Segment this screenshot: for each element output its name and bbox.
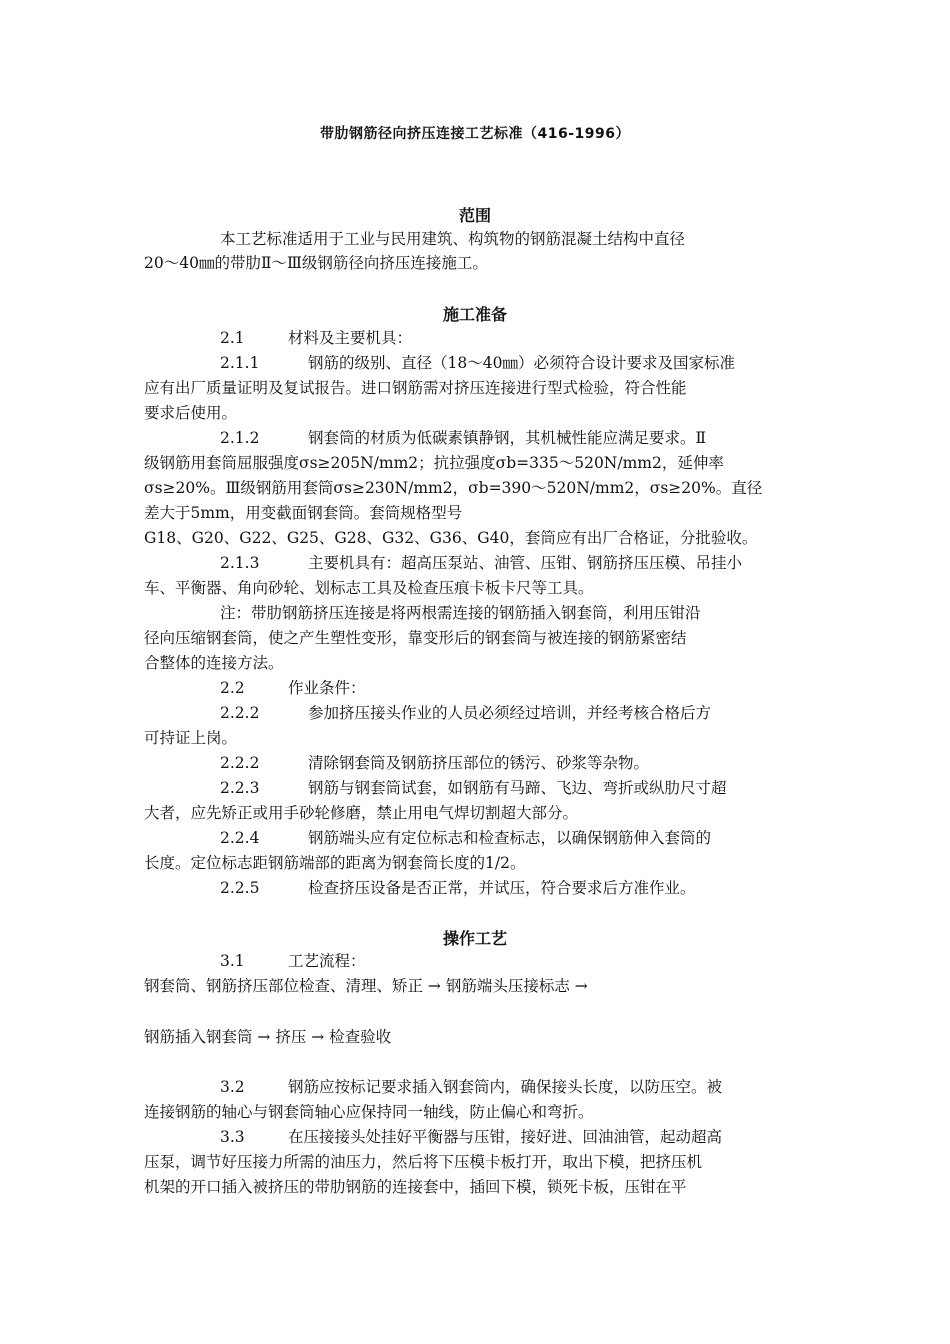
clause-2-2-5	[220, 878, 890, 898]
clause-number: 2.2.3	[220, 779, 260, 797]
clause-2-1-2	[220, 428, 890, 448]
paragraph-line: 径向压缩钢套筒，使之产生塑性变形，靠变形后的钢套筒与被连接的钢筋紧密结	[144, 629, 687, 647]
clause-number: 2.2.5	[220, 879, 260, 897]
clause-3-1	[220, 951, 890, 971]
paragraph-line: 长度。定位标志距钢筋端部的距离为钢套筒长度的1/2。	[144, 854, 526, 872]
clause-number: 2.1.3	[220, 554, 260, 572]
paragraph-line: 压泵，调节好压接力所需的油压力，然后将下压模卡板打开，取出下模，把挤压机	[144, 1153, 703, 1171]
process-flow-line-2: 钢筋插入钢套筒 → 挤压 → 检查验收	[144, 1028, 392, 1046]
paragraph-line: 连接钢筋的轴心与钢套筒轴心应保持同一轴线，防止偏心和弯折。	[144, 1103, 594, 1121]
clause-number: 3.1	[220, 952, 245, 970]
clause-3-3	[220, 1127, 890, 1147]
paragraph-line: 大者，应先矫正或用手砂轮修磨，禁止用电气焊切割超大部分。	[144, 804, 579, 822]
clause-text: 检查挤压设备是否正常，并试压，符合要求后方准作业。	[308, 879, 696, 897]
clause-text: 清除钢套筒及钢筋挤压部位的锈污、砂浆等杂物。	[308, 754, 650, 772]
document-title: 带肋钢筋径向挤压连接工艺标准（416-1996）	[320, 126, 630, 142]
paragraph-line: 差大于5mm，用变截面钢套筒。套筒规格型号	[144, 504, 463, 522]
clause-number: 2.2	[220, 679, 245, 697]
section-heading-operation: 操作工艺	[442, 929, 507, 948]
clause-number: 2.2.2	[220, 754, 260, 772]
clause-2-1-3	[220, 553, 890, 573]
process-flow-line-1: 钢套筒、钢筋挤压部位检查、清理、矫正 → 钢筋端头压接标志 →	[144, 977, 588, 995]
paragraph-line: 级钢筋用套筒屈服强度σs≥205N/mm2；抗拉强度σb=335～520N/mm2，延伸率	[144, 454, 724, 472]
clause-text: 主要机具有：超高压泵站、油管、压钳、钢筋挤压压模、吊挂小	[308, 554, 743, 572]
section-heading-scope: 范围	[458, 206, 491, 225]
clause-text: 工艺流程：	[288, 952, 366, 970]
clause-text: 钢套筒的材质为低碳素镇静钢，其机械性能应满足要求。Ⅱ	[308, 429, 707, 447]
note-line: 注：带肋钢筋挤压连接是将两根需连接的钢筋插入钢套筒，利用压钳沿	[220, 604, 701, 622]
clause-text: 钢筋应按标记要求插入钢套筒内，确保接头长度，以防压空。被	[288, 1078, 723, 1096]
clause-2-2-2	[220, 703, 890, 723]
clause-2-2	[220, 678, 890, 698]
section-heading-preparation: 施工准备	[442, 305, 507, 324]
clause-number: 3.2	[220, 1078, 245, 1096]
clause-number: 2.1.1	[220, 354, 260, 372]
clause-number: 2.1.2	[220, 429, 260, 447]
paragraph-line: 应有出厂质量证明及复试报告。进口钢筋需对挤压连接进行型式检验，符合性能	[144, 379, 687, 397]
paragraph-line: σs≥20%。Ⅲ级钢筋用套筒σs≥230N/mm2，σb=390～520N/mm2，σs≥20%。直径	[144, 479, 763, 497]
paragraph-line: 20～40㎜的带肋Ⅱ～Ⅲ级钢筋径向挤压连接施工。	[144, 254, 488, 272]
clause-text: 材料及主要机具：	[288, 329, 413, 347]
paragraph-line: 要求后使用。	[144, 404, 238, 422]
clause-2-2-3	[220, 778, 890, 798]
clause-2-2-4	[220, 828, 890, 848]
clause-2-1-1	[220, 353, 890, 373]
clause-number: 2.2.4	[220, 829, 260, 847]
paragraph-line: 机架的开口插入被挤压的带肋钢筋的连接套中，插回下模，锁死卡板，压钳在平	[144, 1178, 687, 1196]
clause-number: 2.2.2	[220, 704, 260, 722]
paragraph-line: 合整体的连接方法。	[144, 654, 284, 672]
clause-number: 2.1	[220, 329, 245, 347]
clause-3-2	[220, 1077, 890, 1097]
clause-text: 钢筋的级别、直径（18～40㎜）必须符合设计要求及国家标准	[308, 354, 735, 372]
clause-number: 3.3	[220, 1128, 245, 1146]
clause-2-1	[220, 328, 890, 348]
paragraph-line: 可持证上岗。	[144, 729, 238, 747]
clause-text: 钢筋端头应有定位标志和检查标志，以确保钢筋伸入套筒的	[308, 829, 712, 847]
clause-text: 钢筋与钢套筒试套，如钢筋有马蹄、飞边、弯折或纵肋尺寸超	[308, 779, 727, 797]
paragraph-line: G18、G20、G22、G25、G28、G32、G36、G40，套筒应有出厂合格证，分批验收。	[144, 529, 758, 547]
paragraph-line: 车、平衡器、角向砂轮、划标志工具及检查压痕卡板卡尺等工具。	[144, 579, 594, 597]
clause-text: 在压接接头处挂好平衡器与压钳，接好进、回油油管，起动超高	[288, 1128, 723, 1146]
clause-text: 作业条件：	[288, 679, 366, 697]
clause-text: 参加挤压接头作业的人员必须经过培训，并经考核合格后方	[308, 704, 712, 722]
paragraph-line: 本工艺标准适用于工业与民用建筑、构筑物的钢筋混凝土结构中直径	[220, 230, 686, 248]
clause-2-2-2b	[220, 753, 890, 773]
